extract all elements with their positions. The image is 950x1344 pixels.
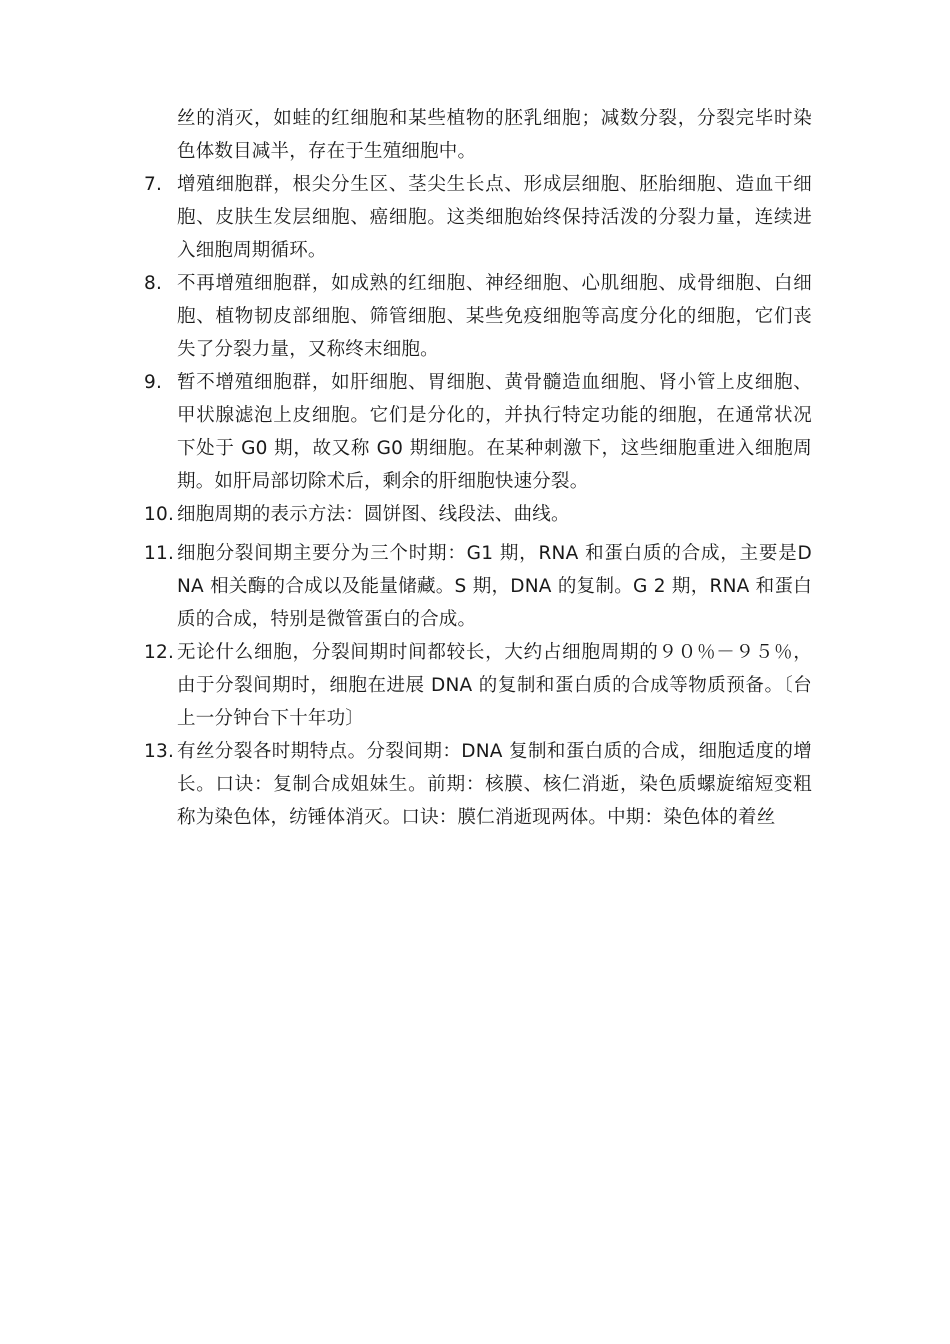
list-number: 13. [144,741,175,762]
list-item-11 [144,537,812,636]
list-text: 细胞分裂间期主要分为三个时期：G1 期，RNA 和蛋白质的合成，主要是D NA 相关酶的合成以及能量储藏。S 期，DNA 的复制。G 2 期，RNA 和蛋白质的合成，特别是微管蛋白的合成。 [177,543,812,630]
list-item-10 [144,498,812,531]
list-number: 10. [144,504,175,525]
list-item-8 [144,267,812,366]
list-text: 不再增殖细胞群，如成熟的红细胞、神经细胞、心肌细胞、成骨细胞、白细胞、植物韧皮部细胞、筛管细胞、某些免疫细胞等高度分化的细胞，它们丧失了分裂力量，又称终末细胞。 [177,273,812,360]
list-number: 8. [144,273,163,294]
list-item-12 [144,636,812,735]
document-body [144,102,812,834]
list-number: 12. [144,642,175,663]
continued-paragraph: 丝的消灭，如蛙的红细胞和某些植物的胚乳细胞；减数分裂，分裂完毕时染色体数目减半，存在于生殖细胞中。 [177,108,812,162]
list-item-7 [144,168,812,267]
list-text: 无论什么细胞，分裂间期时间都较长，大约占细胞周期的９０％－９５％，由于分裂间期时，细胞在进展 DNA 的复制和蛋白质的合成等物质预备。〔台上一分钟台下十年功〕 [177,642,812,729]
list-number: 9. [144,372,163,393]
list-item-13 [144,735,812,834]
list-text: 暂不增殖细胞群，如肝细胞、胃细胞、黄骨髓造血细胞、肾小管上皮细胞、甲状腺滤泡上皮细胞。它们是分化的，并执行特定功能的细胞，在通常状况下处于 G0 期，故又称 G0 期细胞。在某种刺激下，这些细胞重进入细胞周期。如肝局部切除术后，剩余的肝细胞快速分裂。 [177,372,812,492]
list-number: 7. [144,174,163,195]
list-text: 细胞周期的表示方法：圆饼图、线段法、曲线。 [177,504,570,525]
list-text: 有丝分裂各时期特点。分裂间期：DNA 复制和蛋白质的合成，细胞适度的增长。口诀：复制合成姐妹生。前期：核膜、核仁消逝，染色质螺旋缩短变粗称为染色体，纺锤体消灭。口诀：膜仁消逝现两体。中期：染色体的着丝 [177,741,812,828]
list-item-9 [144,366,812,498]
list-number: 11. [144,543,175,564]
list-text: 增殖细胞群，根尖分生区、茎尖生长点、形成层细胞、胚胎细胞、造血干细胞、皮肤生发层细胞、癌细胞。这类细胞始终保持活泼的分裂力量，连续进入细胞周期循环。 [177,174,812,261]
